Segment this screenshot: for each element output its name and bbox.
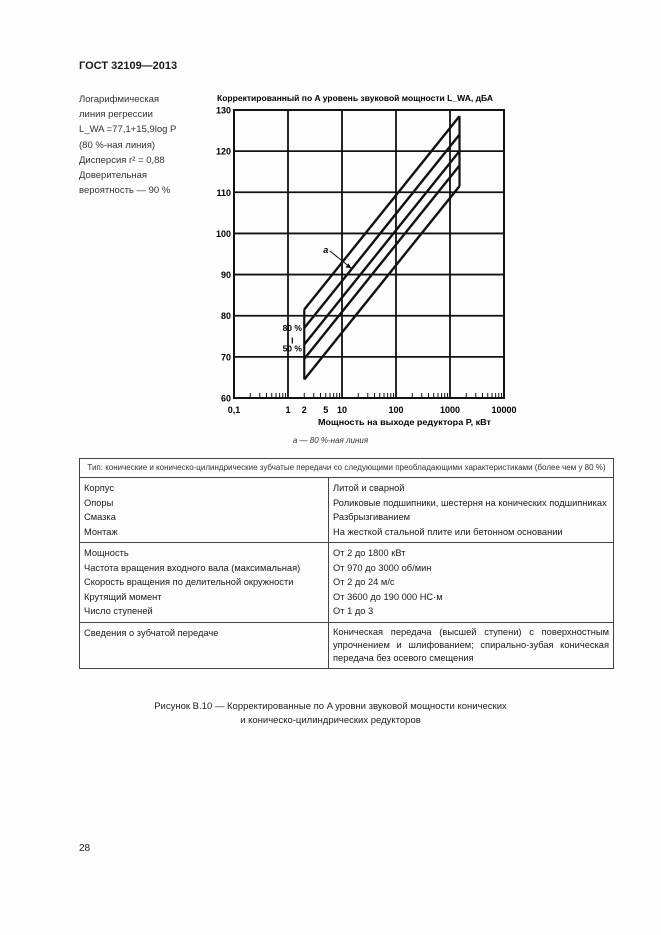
noise-level-chart — [0, 0, 661, 450]
x-tick-label: 1 — [285, 405, 291, 415]
value-housing: Литой и сварной — [333, 483, 405, 493]
design-values-cell — [329, 478, 614, 543]
label-power: Мощность — [84, 548, 129, 558]
value-bearings: Роликовые подшипники, шестерня на конических подшипниках — [333, 497, 607, 508]
y-tick-label: 110 — [216, 187, 231, 198]
x-tick-label: 1000 — [439, 405, 461, 415]
note-line: вероятность — 90 % — [79, 185, 171, 197]
annotation-label: I — [291, 335, 294, 346]
gear-characteristics-table — [79, 458, 614, 669]
note-line: линия регрессии — [79, 109, 153, 121]
annotation-label: 50 % — [282, 343, 302, 354]
table-row — [80, 459, 614, 478]
label-mounting: Монтаж — [84, 526, 118, 537]
value-mounting: На жесткой стальной плите или бетонном основании — [333, 526, 563, 537]
caption-line-2: и коническо-цилиндрических редукторов — [240, 715, 421, 726]
annotation-label: a — [323, 244, 329, 255]
series-line-1 — [304, 135, 459, 328]
gear-info-label: Сведения о зубчатой передаче — [80, 622, 329, 668]
label-input-speed: Частота вращения входного вала (максимальная) — [84, 562, 301, 573]
value-input-speed: От 970 до 3000 об/мин — [333, 562, 432, 573]
y-tick-label: 90 — [220, 270, 231, 281]
label-housing: Корпус — [84, 483, 114, 493]
x-tick-label: 10000 — [491, 405, 517, 415]
value-pitch-velocity: От 2 до 24 м/с — [333, 577, 395, 587]
value-torque: От 3600 до 190 000 НС·м — [333, 591, 443, 602]
y-tick-label: 70 — [220, 352, 231, 363]
note-line: L_WA =77,1+15,9log P — [79, 124, 177, 136]
note-line: Доверительная — [79, 170, 148, 182]
type-description: Тип: конические и коническо-цилиндрические зубчатые передачи со следующими преобладающими характеристиками (более чем у 80 %) — [80, 459, 614, 478]
page-number: 28 — [79, 843, 91, 854]
y-tick-label: 60 — [220, 393, 231, 404]
x-tick-label: 100 — [388, 405, 404, 415]
y-tick-label: 80 — [220, 311, 231, 322]
y-axis-title: Корректированный по A уровень звуковой мощности L_WA, дБА — [217, 93, 493, 103]
label-torque: Крутящий момент — [84, 591, 162, 602]
operating-labels-cell — [80, 543, 329, 623]
table-row — [80, 622, 614, 668]
note-line: Дисперсия r² = 0,88 — [79, 154, 165, 166]
series-line-4 — [304, 186, 459, 379]
label-lubrication: Смазка — [84, 512, 116, 522]
figure-caption — [0, 700, 661, 728]
annotation-label: 80 % — [282, 323, 302, 334]
series-line-0 — [304, 116, 459, 309]
chart-footnote: a — 80 %-ная линия — [292, 436, 369, 445]
x-tick-label: 5 — [323, 405, 329, 415]
label-bearings: Опоры — [84, 497, 114, 508]
value-stages: От 1 до 3 — [333, 606, 374, 616]
plot-frame — [234, 110, 504, 398]
x-axis-title: Мощность на выходе редуктора P, кВт — [318, 417, 491, 427]
series-line-3 — [304, 166, 459, 359]
caption-line-1: Рисунок В.10 — Корректированные по A уровни звуковой мощности конических — [154, 701, 507, 712]
x-tick-label: 0,1 — [227, 405, 241, 415]
design-labels-cell — [80, 478, 329, 543]
x-tick-label: 2 — [301, 405, 307, 415]
value-power: От 2 до 1800 кВт — [333, 548, 406, 558]
x-tick-label: 10 — [336, 405, 348, 415]
gear-info-value: Коническая передача (высшей ступени) с поверхностным упрочнением и шлифованием; спирально-зубая коническая передача без осевого смещения — [329, 622, 614, 668]
label-stages: Число ступеней — [84, 606, 153, 616]
note-line: (80 %-ная линия) — [79, 139, 156, 151]
note-line: Логарифмическая — [79, 94, 160, 105]
y-tick-label: 130 — [215, 105, 231, 116]
document-header: ГОСТ 32109—2013 — [79, 60, 178, 72]
label-pitch-velocity: Скорость вращения по делительной окружности — [84, 577, 294, 587]
table-row — [80, 543, 614, 623]
operating-values-cell — [329, 543, 614, 623]
y-tick-label: 120 — [215, 146, 231, 157]
table-row — [80, 478, 614, 543]
value-lubrication: Разбрызгиванием — [333, 512, 411, 522]
y-tick-label: 100 — [215, 228, 231, 239]
